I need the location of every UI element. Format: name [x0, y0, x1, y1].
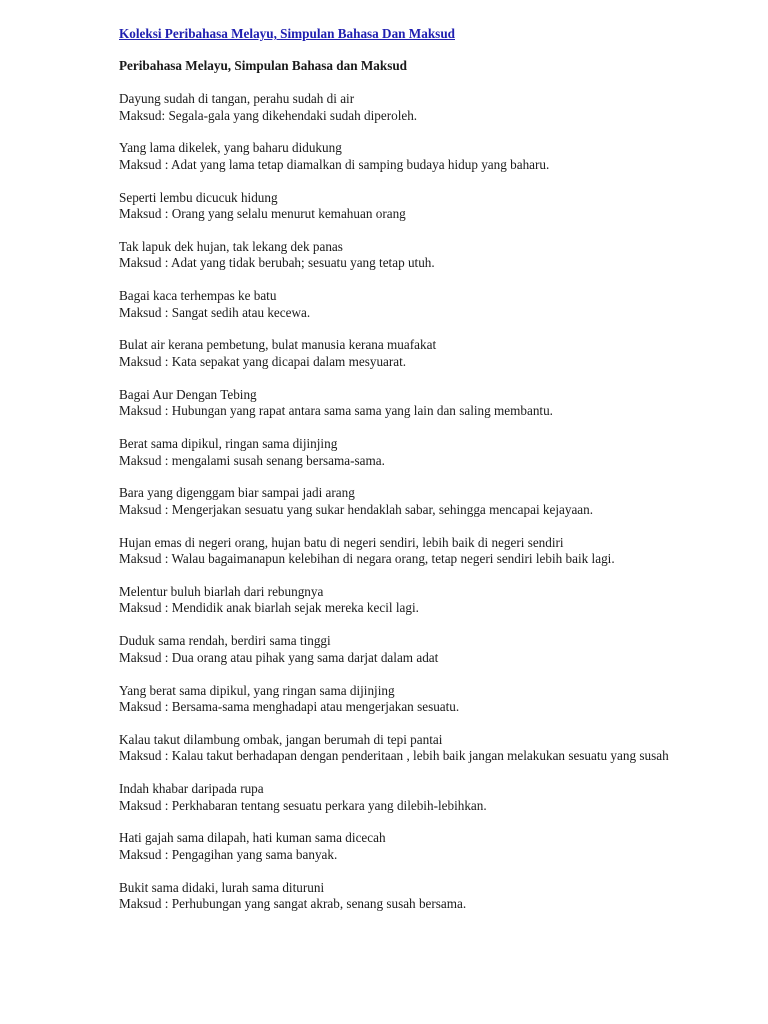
proverb-entry	[119, 880, 719, 913]
document-heading: Peribahasa Melayu, Simpulan Bahasa dan Maksud	[119, 58, 408, 73]
proverb-text: Kalau takut dilambung ombak, jangan berumah di tepi pantai	[119, 731, 443, 747]
proverb-text: Bagai Aur Dengan Tebing	[119, 386, 257, 402]
proverb-entry	[119, 633, 719, 666]
proverb-meaning: Maksud : Mengerjakan sesuatu yang sukar hendaklah sabar, sehingga mencapai kejayaan.	[119, 501, 594, 517]
document-title-link[interactable]: Koleksi Peribahasa Melayu, Simpulan Bahasa Dan Maksud	[119, 26, 455, 41]
proverb-entry	[119, 830, 719, 863]
proverb-meaning: Maksud : Sangat sedih atau kecewa.	[119, 304, 311, 320]
proverb-meaning: Maksud : Perhubungan yang sangat akrab, senang susah bersama.	[119, 896, 467, 912]
proverb-entry	[119, 239, 719, 272]
proverb-text: Tak lapuk dek hujan, tak lekang dek panas	[119, 238, 343, 254]
proverb-text: Hati gajah sama dilapah, hati kuman sama dicecah	[119, 830, 386, 846]
proverb-meaning: Maksud : Orang yang selalu menurut kemahuan orang	[119, 206, 406, 222]
proverb-text: Bara yang digenggam biar sampai jadi arang	[119, 485, 355, 501]
proverb-text: Bukit sama didaki, lurah sama dituruni	[119, 879, 325, 895]
proverb-entry	[119, 683, 719, 716]
proverb-entry	[119, 781, 719, 814]
proverb-meaning: Maksud : Hubungan yang rapat antara sama sama yang lain dan saling membantu.	[119, 403, 553, 419]
proverb-entry	[119, 91, 719, 124]
proverb-meaning: Maksud : Dua orang atau pihak yang sama darjat dalam adat	[119, 649, 439, 665]
proverb-text: Duduk sama rendah, berdiri sama tinggi	[119, 633, 331, 649]
proverb-text: Melentur buluh biarlah dari rebungnya	[119, 583, 324, 599]
proverb-list	[119, 91, 719, 929]
proverb-text: Berat sama dipikul, ringan sama dijinjing	[119, 436, 338, 452]
proverb-entry	[119, 436, 719, 469]
proverb-entry	[119, 288, 719, 321]
proverb-text: Seperti lembu dicucuk hidung	[119, 189, 278, 205]
proverb-meaning: Maksud : mengalami susah senang bersama-sama.	[119, 452, 385, 468]
proverb-meaning: Maksud: Segala-gala yang dikehendaki sudah diperoleh.	[119, 107, 418, 123]
proverb-entry	[119, 584, 719, 617]
proverb-entry	[119, 337, 719, 370]
proverb-text: Yang berat sama dipikul, yang ringan sama dijinjing	[119, 682, 395, 698]
proverb-meaning: Maksud : Kalau takut berhadapan dengan penderitaan , lebih baik jangan melakukan sesuatu yang susah	[119, 748, 669, 764]
proverb-meaning: Maksud : Adat yang tidak berubah; sesuatu yang tetap utuh.	[119, 255, 435, 271]
proverb-entry	[119, 732, 719, 765]
proverb-meaning: Maksud : Bersama-sama menghadapi atau mengerjakan sesuatu.	[119, 699, 460, 715]
proverb-text: Bulat air kerana pembetung, bulat manusia kerana muafakat	[119, 337, 437, 353]
proverb-entry	[119, 387, 719, 420]
proverb-entry	[119, 140, 719, 173]
proverb-text: Bagai kaca terhempas ke batu	[119, 288, 277, 304]
proverb-entry	[119, 190, 719, 223]
proverb-text: Hujan emas di negeri orang, hujan batu di negeri sendiri, lebih baik di negeri sendiri	[119, 534, 564, 550]
proverb-meaning: Maksud : Walau bagaimanapun kelebihan di negara orang, tetap negeri sendiri lebih baik lagi.	[119, 551, 615, 567]
proverb-meaning: Maksud : Kata sepakat yang dicapai dalam mesyuarat.	[119, 353, 407, 369]
proverb-meaning: Maksud : Perkhabaran tentang sesuatu perkara yang dilebih-lebihkan.	[119, 797, 487, 813]
proverb-text: Indah khabar daripada rupa	[119, 781, 264, 797]
proverb-meaning: Maksud : Mendidik anak biarlah sejak mereka kecil lagi.	[119, 600, 419, 616]
proverb-meaning: Maksud : Pengagihan yang sama banyak.	[119, 846, 338, 862]
proverb-meaning: Maksud : Adat yang lama tetap diamalkan di samping budaya hidup yang baharu.	[119, 156, 550, 172]
proverb-text: Yang lama dikelek, yang baharu didukung	[119, 140, 342, 156]
proverb-text: Dayung sudah di tangan, perahu sudah di air	[119, 91, 355, 106]
proverb-entry	[119, 485, 719, 518]
proverb-entry	[119, 535, 719, 568]
